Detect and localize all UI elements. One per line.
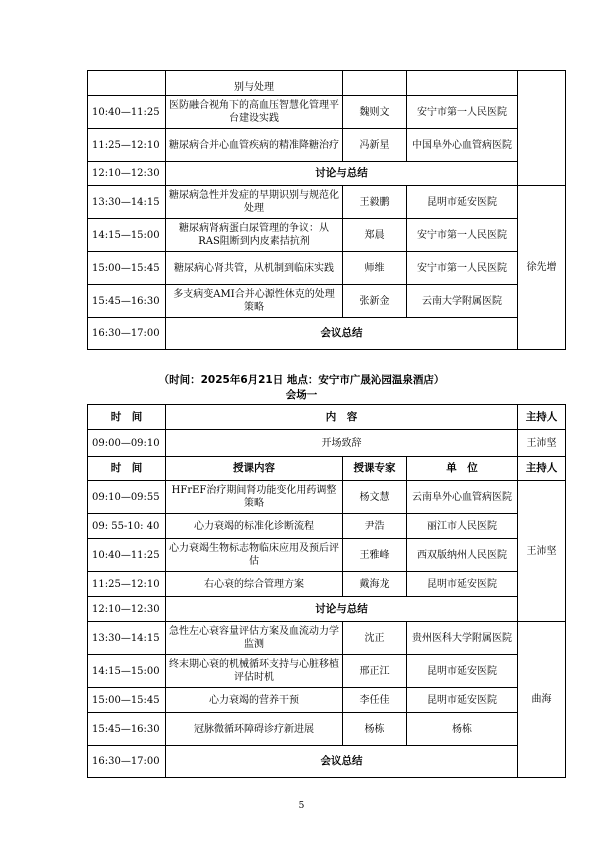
- table-row: [88, 252, 566, 285]
- speaker-cell: 尹浩: [343, 514, 407, 539]
- table-row: [88, 572, 566, 597]
- host-cell: 王沛坚: [518, 481, 566, 622]
- unit-cell: 杨栋: [407, 713, 518, 746]
- table-row: [88, 622, 566, 655]
- unit-cell: 昆明市延安医院: [407, 186, 518, 219]
- speaker-cell: 张新金: [343, 285, 407, 318]
- time-cell: 13:30—14:15: [88, 622, 166, 655]
- time-cell: 15:00—15:45: [88, 252, 166, 285]
- header-speaker: 授课专家: [343, 457, 407, 481]
- topic-cell: 多支病变AMI合并心源性休克的处理策略: [166, 285, 343, 318]
- table-row: [88, 162, 566, 186]
- time-cell: 12:10—12:30: [88, 162, 166, 186]
- time-cell: 11:25—12:10: [88, 572, 166, 597]
- unit-cell: 西双版纳州人民医院: [407, 539, 518, 572]
- discussion-cell: 讨论与总结: [166, 597, 518, 622]
- time-cell: 15:00—15:45: [88, 688, 166, 713]
- time-cell: 15:45—16:30: [88, 285, 166, 318]
- speaker-cell: 师维: [343, 252, 407, 285]
- table-header-row: [88, 457, 566, 481]
- table-row: [88, 285, 566, 318]
- topic-cell: 急性左心衰容量评估方案及血流动力学监测: [166, 622, 343, 655]
- unit-cell: 云南阜外心血管病医院: [407, 481, 518, 514]
- table-row: [88, 129, 566, 162]
- header-topic: 授课内容: [166, 457, 343, 481]
- speaker-cell: 邢正江: [343, 655, 407, 688]
- host-cell: [518, 71, 566, 186]
- header-time: 时 间: [88, 457, 166, 481]
- table-row: [88, 318, 566, 350]
- table-row: [88, 219, 566, 252]
- unit-cell: 安宁市第一人民医院: [407, 219, 518, 252]
- time-cell: 10:40—11:25: [88, 96, 166, 129]
- table-row: [88, 539, 566, 572]
- time-cell: 10:40—11:25: [88, 539, 166, 572]
- table-row: [88, 430, 566, 457]
- table-row: [88, 186, 566, 219]
- unit-cell: 云南大学附属医院: [407, 285, 518, 318]
- page-number: 5: [298, 801, 305, 811]
- speaker-cell: [343, 71, 407, 96]
- speaker-cell: 戴海龙: [343, 572, 407, 597]
- host-cell: 王沛坚: [518, 430, 566, 457]
- host-cell: 曲海: [518, 622, 566, 778]
- schedule-table-continued: [87, 70, 566, 350]
- speaker-cell: 沈正: [343, 622, 407, 655]
- summary-cell: 会议总结: [166, 318, 518, 350]
- unit-cell: [407, 71, 518, 96]
- unit-cell: 昆明市延安医院: [407, 572, 518, 597]
- topic-cell: 糖尿病急性并发症的早期识别与规范化处理: [166, 186, 343, 219]
- table-row: [88, 688, 566, 713]
- topic-cell: 冠脉微循环障碍诊疗新进展: [166, 713, 343, 746]
- speaker-cell: 郑晨: [343, 219, 407, 252]
- discussion-cell: 讨论与总结: [166, 162, 518, 186]
- topic-cell: 终末期心衰的机械循环支持与心脏移植评估时机: [166, 655, 343, 688]
- time-cell: 16:30—17:00: [88, 746, 166, 778]
- speaker-cell: 李任佳: [343, 688, 407, 713]
- header-unit: 单 位: [407, 457, 518, 481]
- host-cell: 徐先增: [518, 186, 566, 350]
- table-header-row: [88, 405, 566, 430]
- time-cell: 15:45—16:30: [88, 713, 166, 746]
- table-row: [88, 96, 566, 129]
- header-host: 主持人: [518, 405, 566, 430]
- time-cell: 14:15—15:00: [88, 655, 166, 688]
- topic-cell: 心力衰竭的标准化诊断流程: [166, 514, 343, 539]
- table-row: [88, 514, 566, 539]
- time-cell: 16:30—17:00: [88, 318, 166, 350]
- unit-cell: 安宁市第一人民医院: [407, 252, 518, 285]
- speaker-cell: 冯新星: [343, 129, 407, 162]
- unit-cell: 安宁市第一人民医院: [407, 96, 518, 129]
- time-cell: 11:25—12:10: [88, 129, 166, 162]
- speaker-cell: 杨文慧: [343, 481, 407, 514]
- table-row: [88, 597, 566, 622]
- header-time: 时 间: [88, 405, 166, 430]
- table-row: [88, 713, 566, 746]
- time-cell: 09:10—09:55: [88, 481, 166, 514]
- topic-cell: HFrEF治疗期间肾功能变化用药调整策略: [166, 481, 343, 514]
- topic-cell: 糖尿病肾病蛋白尿管理的争议：从RAS阻断到内皮素拮抗剂: [166, 219, 343, 252]
- unit-cell: 贵州医科大学附属医院: [407, 622, 518, 655]
- topic-cell: 心力衰竭生物标志物临床应用及预后评估: [166, 539, 343, 572]
- header-content: 内 容: [166, 405, 518, 430]
- table-row: [88, 481, 566, 514]
- schedule-table-venue-one: [87, 404, 566, 778]
- time-cell: 09: 55-10: 40: [88, 514, 166, 539]
- opening-cell: 开场致辞: [166, 430, 518, 457]
- time-cell: 14:15—15:00: [88, 219, 166, 252]
- topic-cell: 别与处理: [166, 71, 343, 96]
- topic-cell: 医防融合视角下的高血压智慧化管理平台建设实践: [166, 96, 343, 129]
- speaker-cell: 魏则文: [343, 96, 407, 129]
- topic-cell: 糖尿病心肾共管，从机制到临床实践: [166, 252, 343, 285]
- table-row: [88, 746, 566, 778]
- speaker-cell: 王毅鹏: [343, 186, 407, 219]
- speaker-cell: 杨栋: [343, 713, 407, 746]
- table-row: [88, 71, 566, 96]
- table-row: [88, 655, 566, 688]
- session-info: （时间：2025年6月21日 地点：安宁市广晟沁园温泉酒店）: [158, 374, 445, 386]
- time-cell: 13:30—14:15: [88, 186, 166, 219]
- venue-title: 会场一: [285, 389, 318, 401]
- time-cell: [88, 71, 166, 96]
- unit-cell: 昆明市延安医院: [407, 688, 518, 713]
- summary-cell: 会议总结: [166, 746, 518, 778]
- topic-cell: 糖尿病合并心血管疾病的精准降糖治疗: [166, 129, 343, 162]
- header-host: 主持人: [518, 457, 566, 481]
- unit-cell: 丽江市人民医院: [407, 514, 518, 539]
- topic-cell: 心力衰竭的营养干预: [166, 688, 343, 713]
- unit-cell: 中国阜外心血管病医院: [407, 129, 518, 162]
- speaker-cell: 王雅峰: [343, 539, 407, 572]
- time-cell: 09:00—09:10: [88, 430, 166, 457]
- topic-cell: 右心衰的综合管理方案: [166, 572, 343, 597]
- unit-cell: 昆明市延安医院: [407, 655, 518, 688]
- time-cell: 12:10—12:30: [88, 597, 166, 622]
